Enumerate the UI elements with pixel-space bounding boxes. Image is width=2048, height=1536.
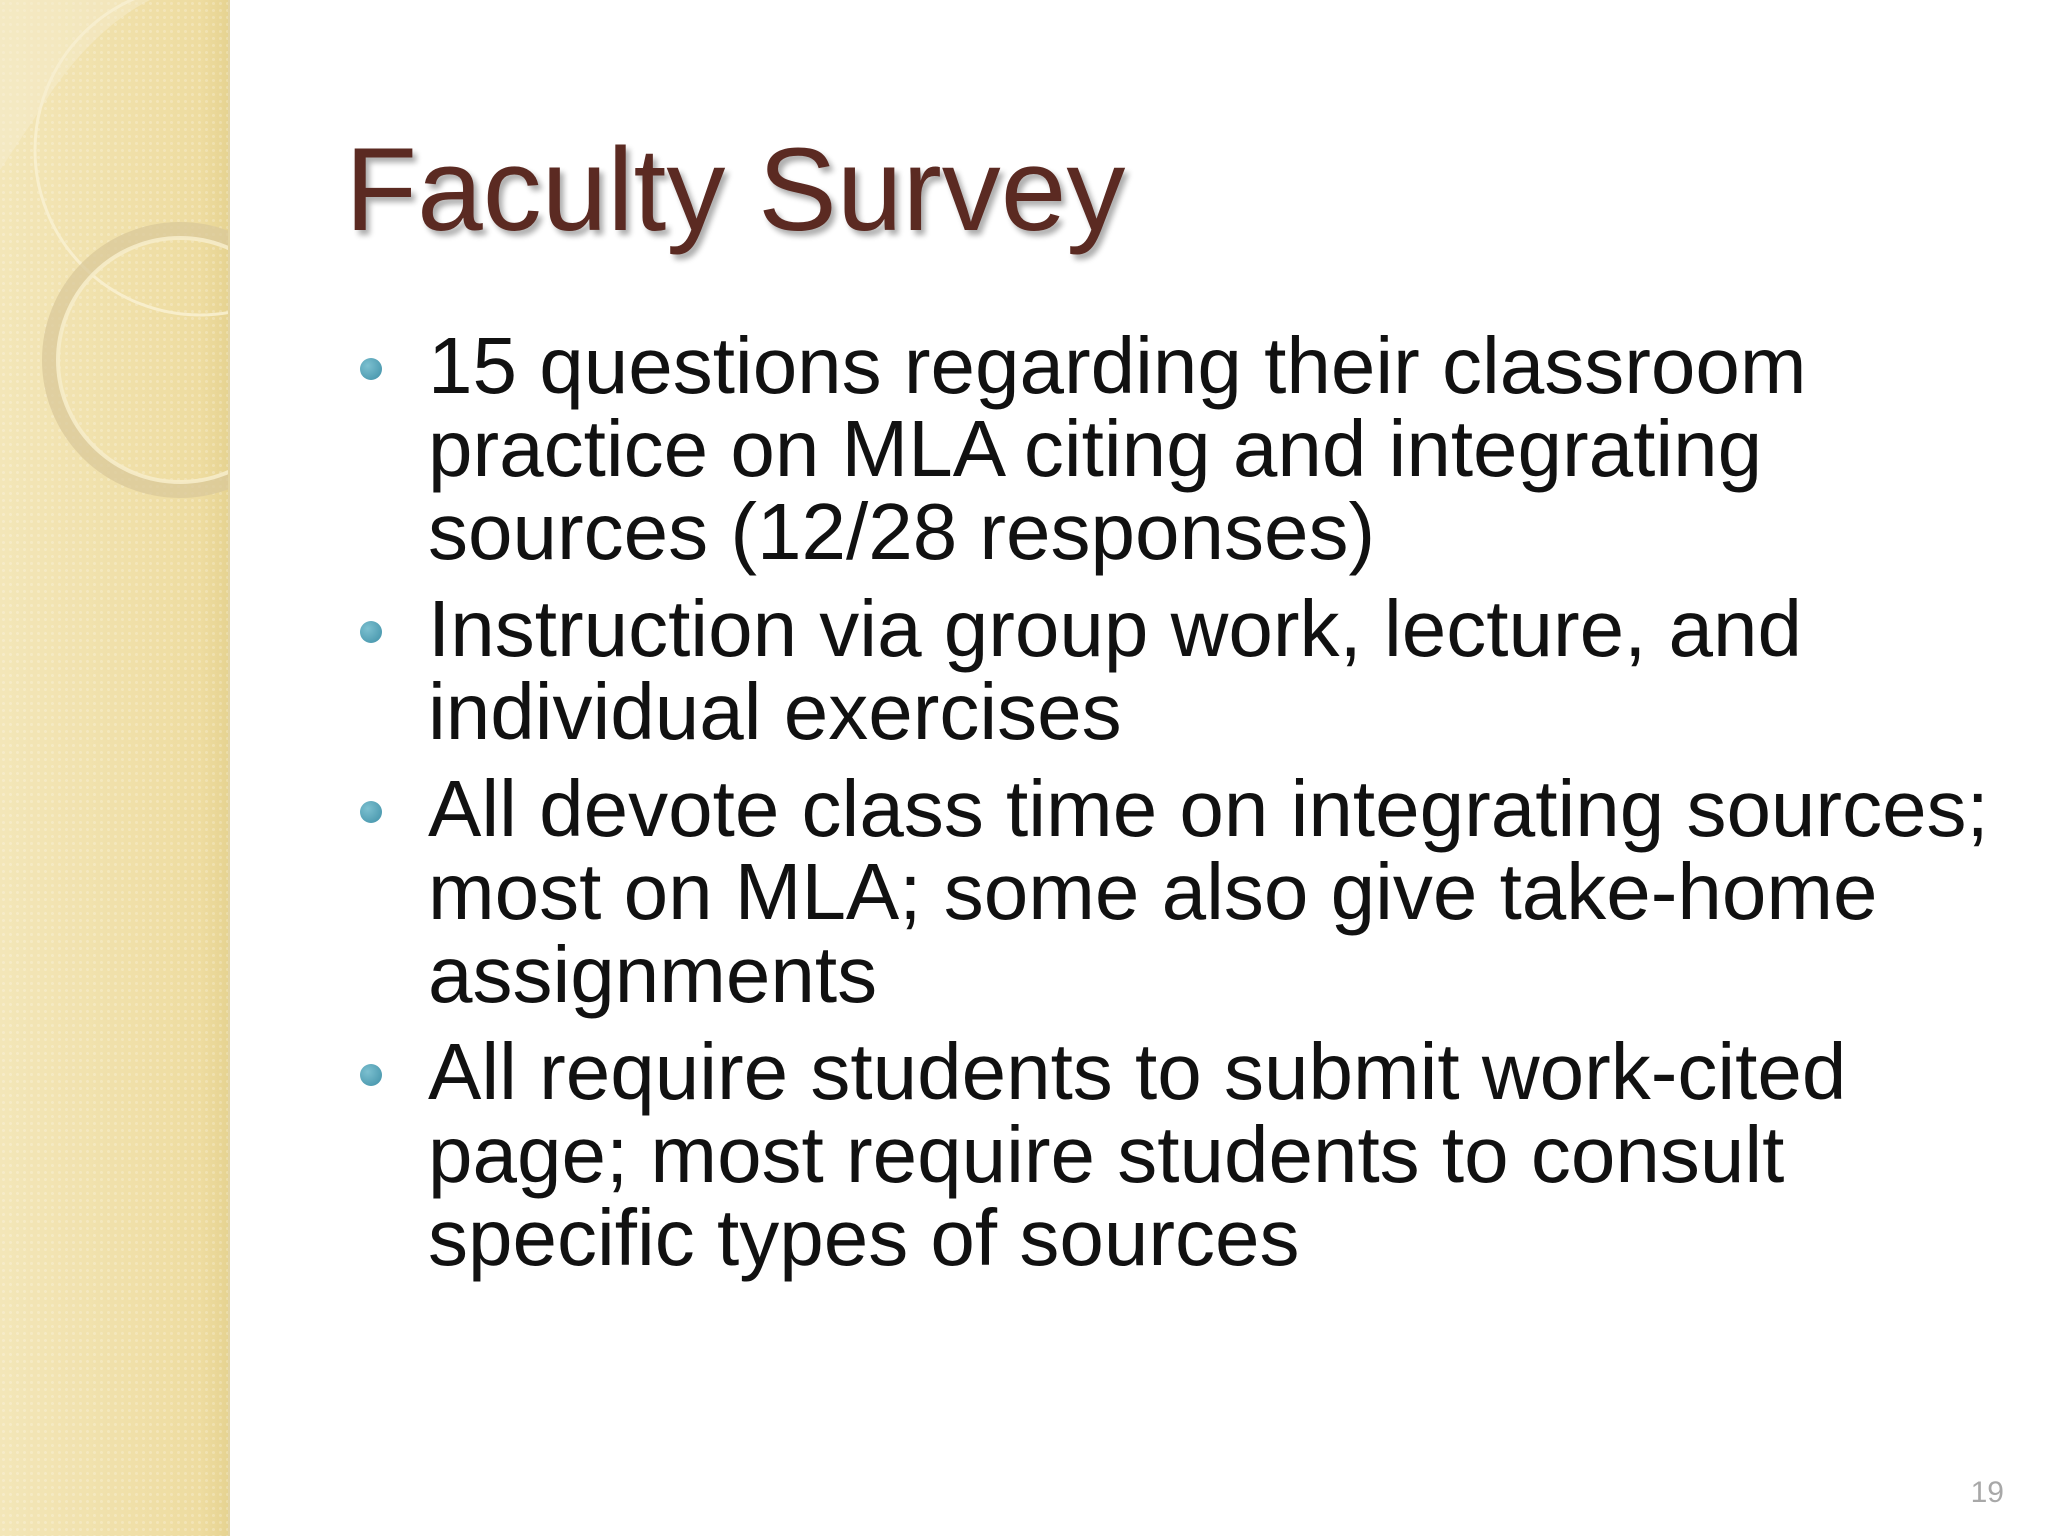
bullet-dot-icon [360, 621, 382, 643]
bullet-text: 15 questions regarding their classroom practice on MLA citing and integrating sources (12/28 responses) [428, 321, 1807, 576]
bullet-text: All devote class time on integrating sources; most on MLA; some also give take-home assignments [428, 764, 1989, 1019]
bullet-dot-icon [360, 801, 382, 823]
page-number: 19 [1970, 1476, 2004, 1509]
bullet-item [360, 584, 2010, 756]
bullet-dot-icon [360, 1064, 382, 1086]
slide-title: Faculty Survey [345, 124, 1126, 256]
bullet-item [360, 1027, 2010, 1282]
bullet-text: All require students to submit work-cited page; most require students to consult specific types of sources [428, 1027, 1847, 1282]
bullet-list [360, 321, 2010, 1293]
bullet-item [360, 764, 2010, 1019]
bullet-item [360, 321, 2010, 576]
bullet-text: Instruction via group work, lecture, and individual exercises [428, 584, 1803, 756]
bullet-dot-icon [360, 358, 382, 380]
decorative-sidebar [0, 0, 230, 1536]
decorative-circles [0, 0, 228, 520]
